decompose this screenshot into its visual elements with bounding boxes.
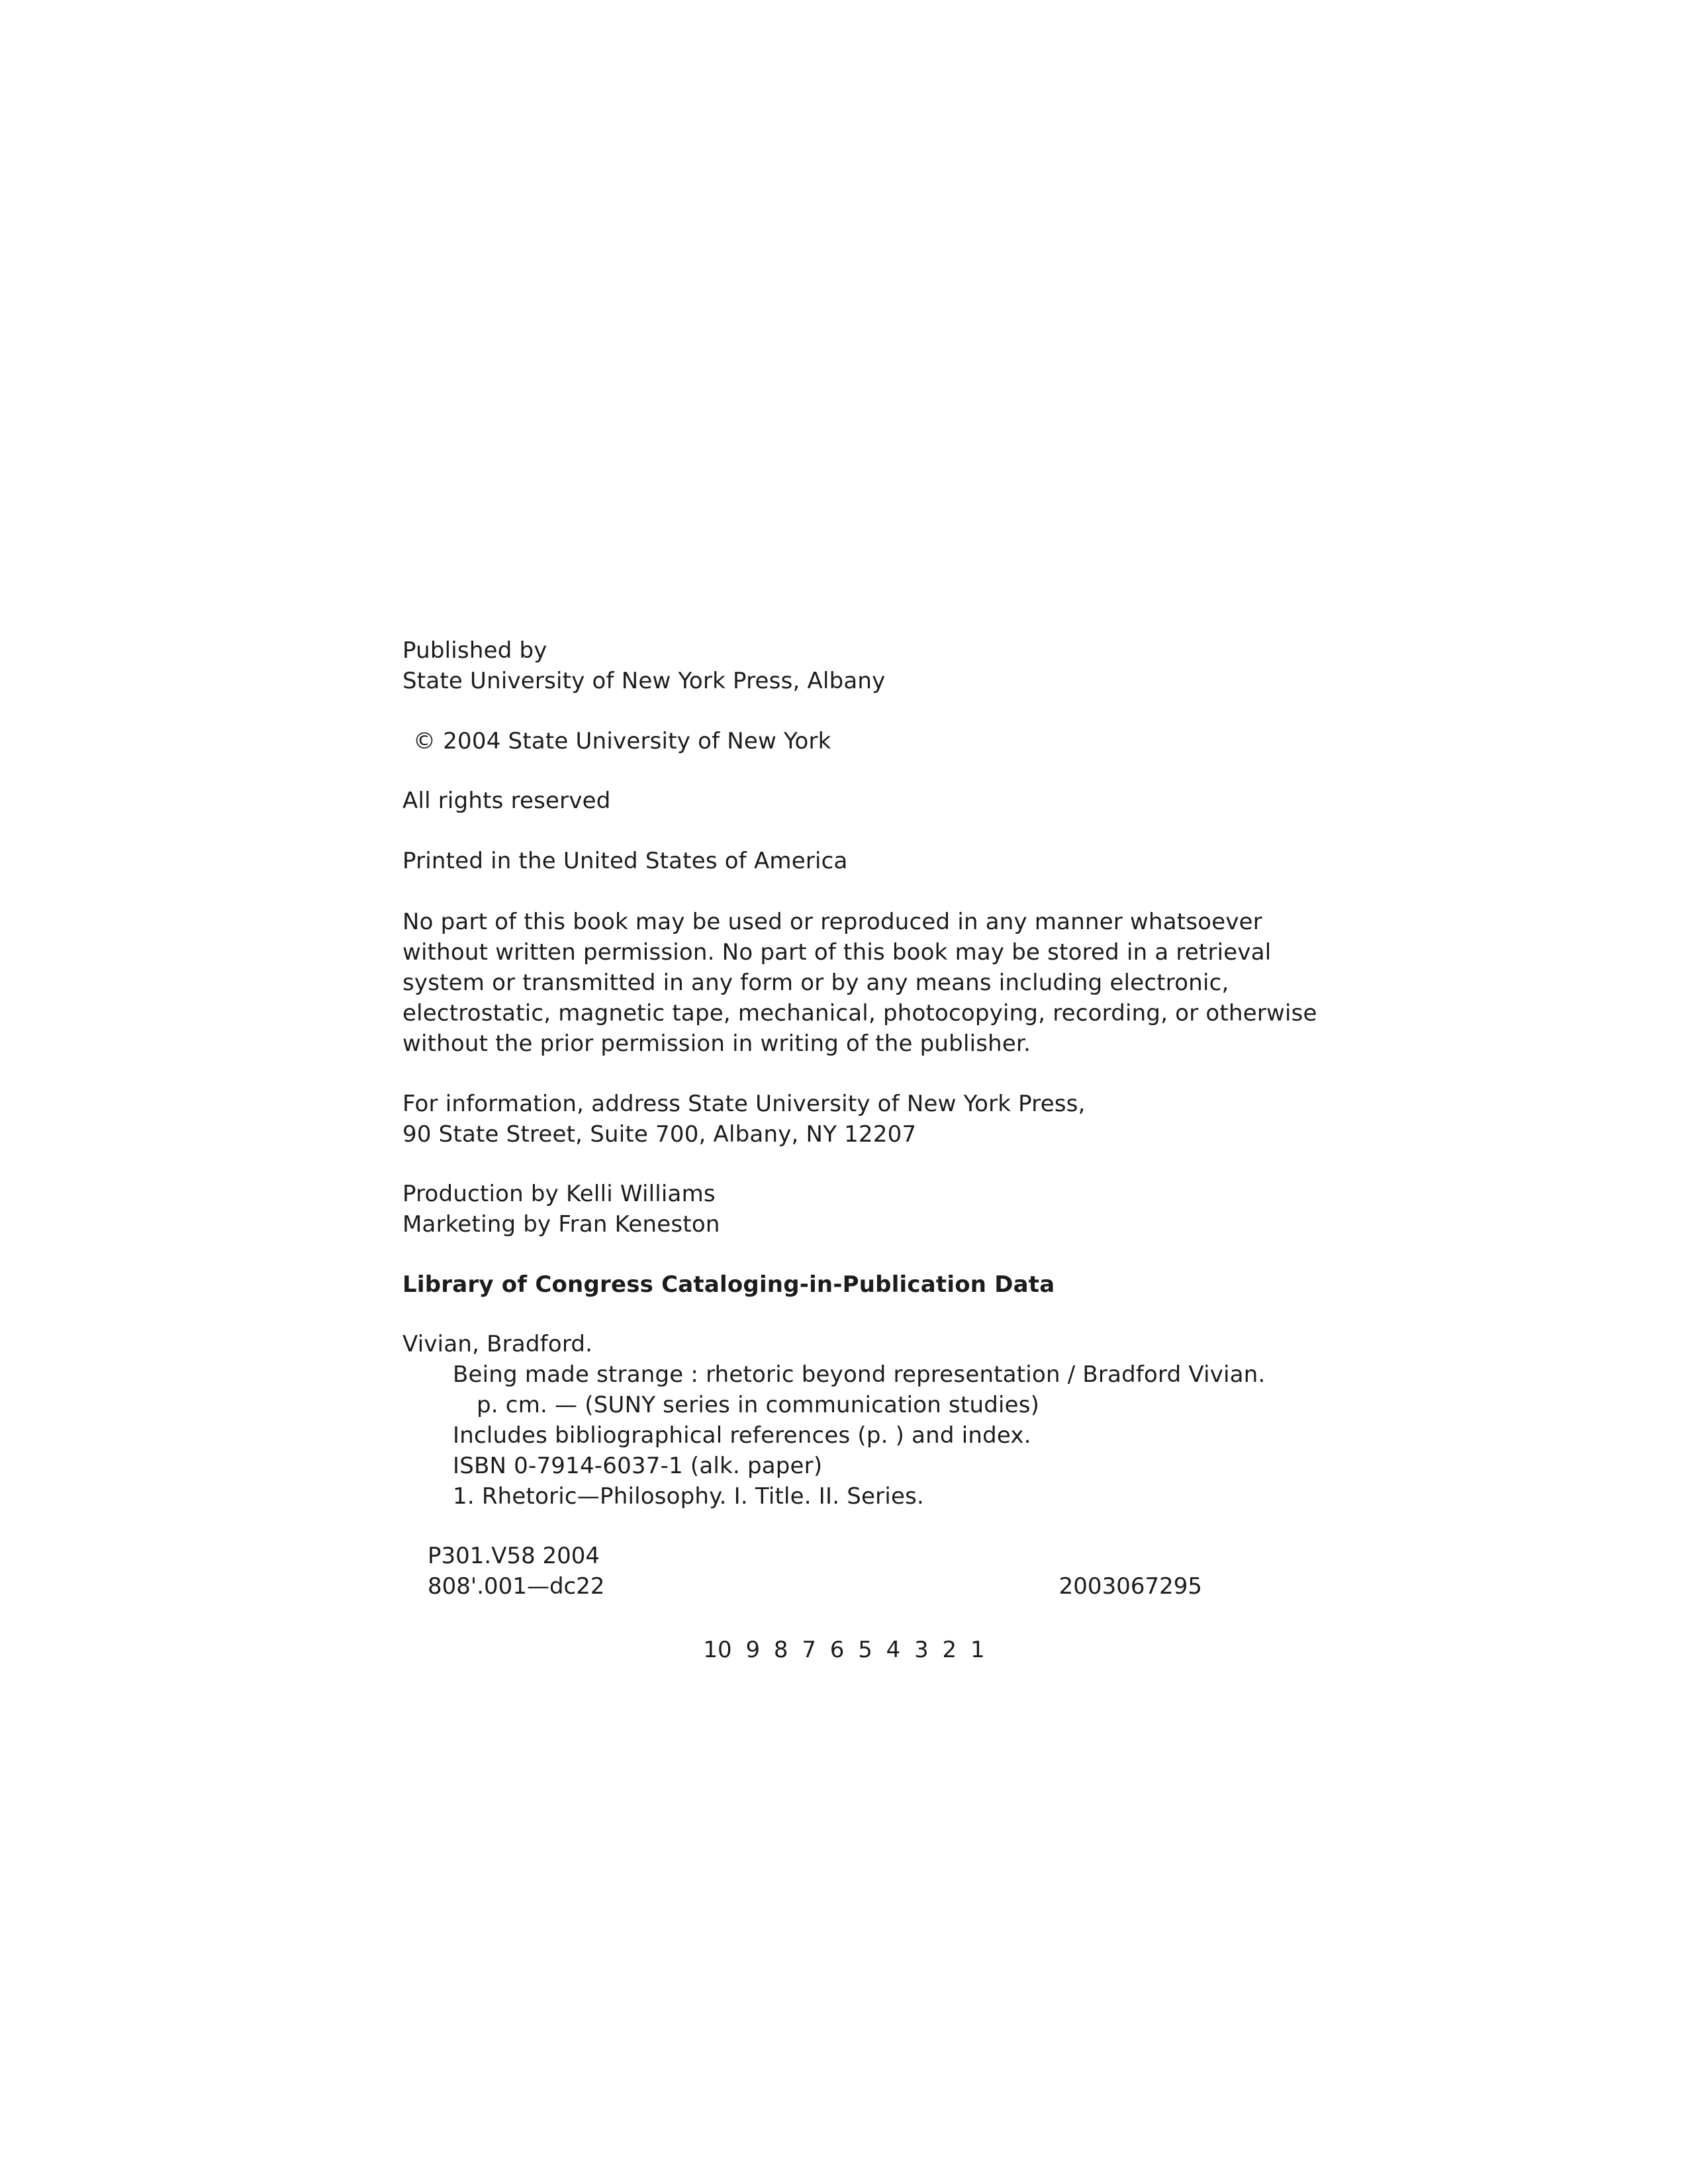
address-line: 90 State Street, Suite 700, Albany, NY 12207	[402, 1121, 917, 1148]
classification-number: 808'.001—dc22	[428, 1573, 605, 1600]
printed-notice	[402, 846, 1243, 876]
copyright-notice	[402, 726, 1254, 756]
permission-line: electrostatic, magnetic tape, mechanical, photocopying, recording, or otherwise	[402, 1000, 1317, 1026]
copyright-text: © 2004 State University of New York	[413, 728, 831, 754]
lccn-number: 2003067295	[1058, 1573, 1202, 1600]
published-by-label: Published by	[402, 637, 547, 664]
cip-isbn: ISBN 0-7914-6037-1 (alk. paper)	[453, 1453, 823, 1479]
permission-paragraph	[402, 907, 1317, 1059]
printing-line	[0, 1635, 1688, 1665]
rights-notice	[402, 786, 1243, 816]
permission-line: without the prior permission in writing of the publisher.	[402, 1030, 1031, 1057]
cip-record	[402, 1329, 1266, 1512]
credits-block	[402, 1179, 1243, 1240]
cip-heading-text: Library of Congress Cataloging-in-Publication Data	[402, 1271, 1055, 1298]
cip-bibliography: Includes bibliographical references (p. ) and index.	[453, 1422, 1031, 1449]
information-line: For information, address State University of New York Press,	[402, 1091, 1086, 1117]
cip-heading	[402, 1269, 1243, 1300]
information-address	[402, 1089, 1243, 1150]
call-number: P301.V58 2004	[428, 1543, 600, 1569]
cip-title-line: Being made strange : rhetoric beyond representation / Bradford Vivian.	[453, 1361, 1266, 1388]
cip-subjects: 1. Rhetoric—Philosophy. I. Title. II. Series.	[453, 1483, 925, 1510]
cip-series-line: p. cm. — (SUNY series in communication studies)	[477, 1392, 1040, 1418]
press-name: State University of New York Press, Albany	[402, 668, 886, 694]
call-number-row	[428, 1541, 1202, 1571]
production-credit: Production by Kelli Williams	[402, 1181, 716, 1207]
permission-line: system or transmitted in any form or by any means including electronic,	[402, 970, 1229, 996]
publisher-block	[402, 635, 1243, 696]
rights-text: All rights reserved	[402, 788, 611, 814]
printed-text: Printed in the United States of America	[402, 848, 848, 874]
permission-line: without written permission. No part of this book may be stored in a retrieval	[402, 939, 1272, 966]
marketing-credit: Marketing by Fran Keneston	[402, 1211, 720, 1238]
cip-author: Vivian, Bradford.	[402, 1331, 593, 1357]
print-line-numbers: 10 9 8 7 6 5 4 3 2 1	[703, 1637, 985, 1663]
permission-line: No part of this book may be used or reproduced in any manner whatsoever	[402, 909, 1262, 935]
classification-row	[428, 1571, 1202, 1602]
